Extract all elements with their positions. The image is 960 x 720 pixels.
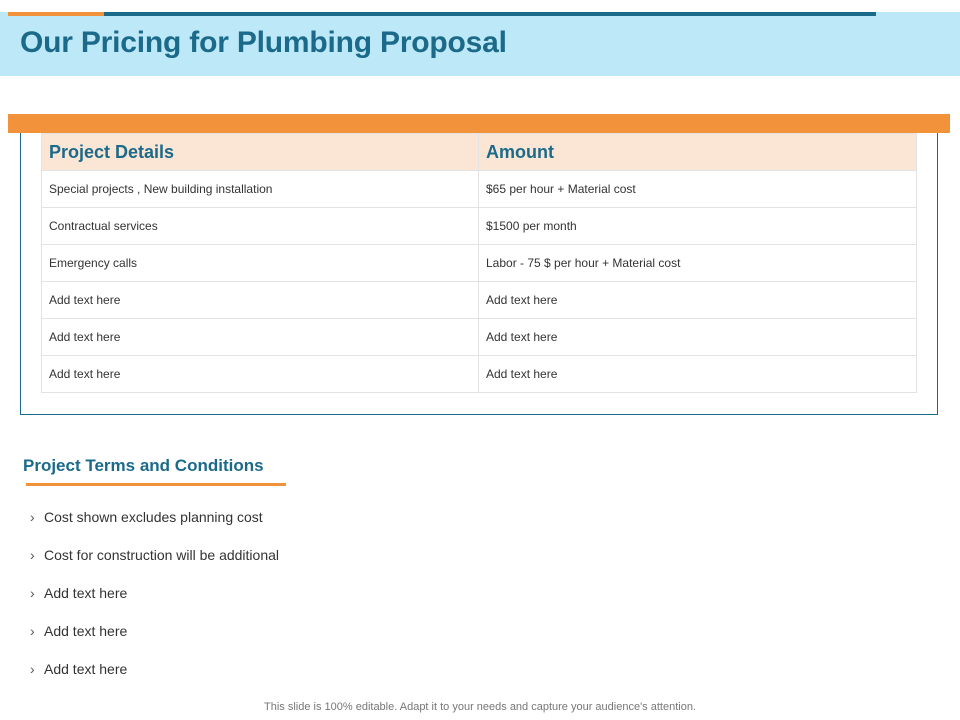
terms-heading: Project Terms and Conditions (23, 456, 264, 475)
terms-underline (26, 483, 286, 486)
cell-amount: Add text here (479, 356, 917, 393)
table-row (42, 208, 917, 245)
header-project-details: Project Details (42, 134, 479, 171)
terms-list (30, 509, 279, 699)
term-text: Cost for construction will be additional (44, 547, 280, 563)
cell-amount: $1500 per month (479, 208, 917, 245)
cell-project-detail: Add text here (42, 356, 479, 393)
footer-note: This slide is 100% editable. Adapt it to your needs and capture your audience's attention. (264, 701, 696, 713)
table-header-row (42, 134, 917, 171)
cell-amount: Labor - 75 $ per hour + Material cost (479, 245, 917, 282)
list-item (30, 585, 279, 623)
cell-project-detail: Add text here (42, 282, 479, 319)
chevron-right-icon: › (30, 661, 35, 677)
term-text: Add text here (44, 661, 128, 677)
chevron-right-icon: › (30, 547, 35, 563)
list-item (30, 547, 279, 585)
cell-amount: $65 per hour + Material cost (479, 171, 917, 208)
list-item (30, 661, 279, 699)
table-row (42, 356, 917, 393)
chevron-right-icon: › (30, 509, 35, 525)
list-item (30, 623, 279, 661)
cell-project-detail: Emergency calls (42, 245, 479, 282)
cell-project-detail: Special projects , New building installation (42, 171, 479, 208)
title-accent-blue (104, 12, 876, 16)
page-title: Our Pricing for Plumbing Proposal (20, 26, 507, 59)
table-row (42, 171, 917, 208)
chevron-right-icon: › (30, 585, 35, 601)
cell-project-detail: Add text here (42, 319, 479, 356)
list-item (30, 509, 279, 547)
term-text: Add text here (44, 623, 128, 639)
table-top-bar (8, 114, 950, 133)
header-amount: Amount (479, 134, 917, 171)
cell-amount: Add text here (479, 319, 917, 356)
term-text: Add text here (44, 585, 128, 601)
table-row (42, 282, 917, 319)
title-accent-orange (8, 12, 104, 16)
cell-project-detail: Contractual services (42, 208, 479, 245)
term-text: Cost shown excludes planning cost (44, 509, 263, 525)
table-row (42, 319, 917, 356)
chevron-right-icon: › (30, 623, 35, 639)
table-row (42, 245, 917, 282)
cell-amount: Add text here (479, 282, 917, 319)
pricing-table (41, 133, 917, 393)
